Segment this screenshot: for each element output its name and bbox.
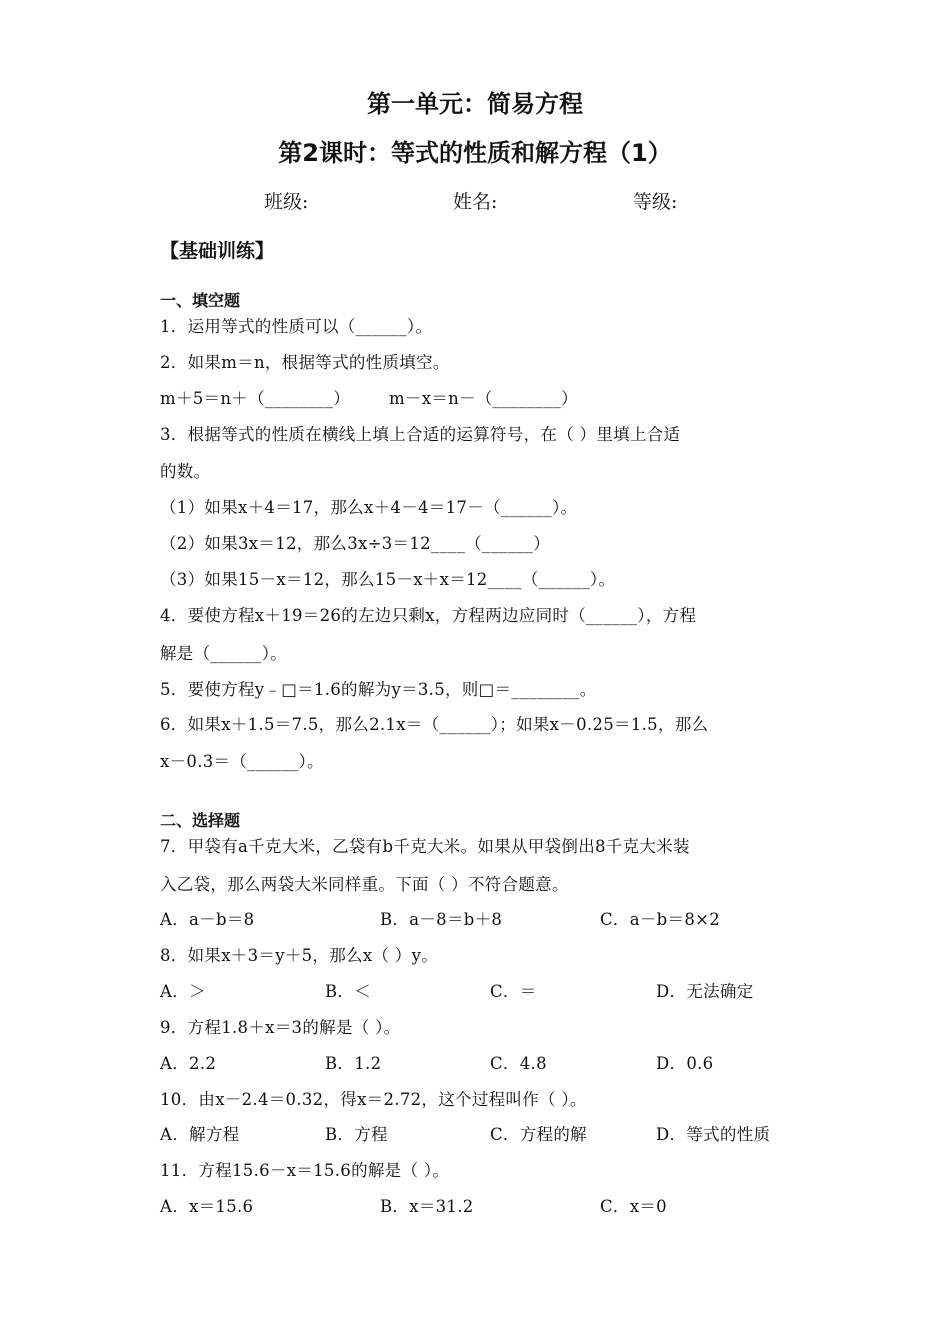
question-stem: 11．方程15.6－x＝15.6的解是（ ）。 <box>160 1161 450 1180</box>
question-stem: 10．由x－2.4＝0.32，得x＝2.72，这个过程叫作（ ）。 <box>160 1090 587 1109</box>
name-label: 姓名: <box>453 191 498 213</box>
choice-option: D．等式的性质 <box>656 1125 771 1144</box>
section1-heading: 一、填空题 <box>160 291 241 310</box>
question-line: m＋5＝n＋（________） <box>160 389 351 408</box>
section2-heading: 二、选择题 <box>160 811 241 830</box>
question-stem: 9．方程1.8＋x＝3的解是（ ）。 <box>160 1018 401 1037</box>
training-heading: 【基础训练】 <box>160 240 275 262</box>
grade-label: 等级: <box>633 191 678 213</box>
choice-option: C．x＝0 <box>600 1197 667 1216</box>
choice-option: C．a－b＝8×2 <box>600 910 721 929</box>
question-line: （3）如果15－x＝12，那么15－x＋x＝12____（______）。 <box>160 570 616 589</box>
choice-option: A．解方程 <box>160 1125 240 1144</box>
question-stem: 入乙袋，那么两袋大米同样重。下面（ ）不符合题意。 <box>160 875 569 894</box>
choice-option: A．2.2 <box>160 1054 217 1073</box>
choice-option: B．a－8＝b＋8 <box>380 910 503 929</box>
question-line: 6．如果x＋1.5＝7.5，那么2.1x＝（______）；如果x－0.25＝1.5，那么 <box>160 715 709 734</box>
choice-option: D．无法确定 <box>656 982 754 1001</box>
choice-option: B．＜ <box>325 982 372 1001</box>
question-line: 的数。 <box>160 462 211 481</box>
choice-option: C．4.8 <box>490 1054 547 1073</box>
choice-option: B．x＝31.2 <box>380 1197 474 1216</box>
lesson-title: 第2课时：等式的性质和解方程（1） <box>278 139 672 167</box>
class-label: 班级: <box>264 191 309 213</box>
choice-option: C．＝ <box>490 982 537 1001</box>
question-line: 3．根据等式的性质在横线上填上合适的运算符号，在（ ）里填上合适 <box>160 425 681 444</box>
choice-option: B．1.2 <box>325 1054 382 1073</box>
choice-option: A．a－b＝8 <box>160 910 255 929</box>
unit-title: 第一单元：简易方程 <box>367 90 583 118</box>
choice-option: D．0.6 <box>656 1054 714 1073</box>
question-line: （2）如果3x＝12，那么3x÷3＝12____（______） <box>160 534 551 553</box>
question-line: 2．如果m＝n，根据等式的性质填空。 <box>160 353 450 372</box>
question-line: 解是（______）。 <box>160 644 288 663</box>
question-line: 5．要使方程y﹣□＝1.6的解为y＝3.5，则□＝________。 <box>160 680 597 699</box>
question-line: 1．运用等式的性质可以（______）。 <box>160 317 433 336</box>
question-stem: 8．如果x＋3＝y＋5，那么x（ ）y。 <box>160 946 438 965</box>
choice-option: A．x＝15.6 <box>160 1197 254 1216</box>
choice-option: A．＞ <box>160 982 206 1001</box>
question-line: （1）如果x＋4＝17，那么x＋4－4＝17－（______）。 <box>160 498 578 517</box>
question-line: 4．要使方程x＋19＝26的左边只剩x，方程两边应同时（______），方程 <box>160 606 697 625</box>
question-stem: 7．甲袋有a千克大米，乙袋有b千克大米。如果从甲袋倒出8千克大米装 <box>160 837 690 856</box>
choice-option: C．方程的解 <box>490 1125 587 1144</box>
choice-option: B．方程 <box>325 1125 388 1144</box>
question-line: x－0.3＝（______）。 <box>160 752 324 771</box>
question-line: m－x＝n－（________） <box>389 389 578 408</box>
